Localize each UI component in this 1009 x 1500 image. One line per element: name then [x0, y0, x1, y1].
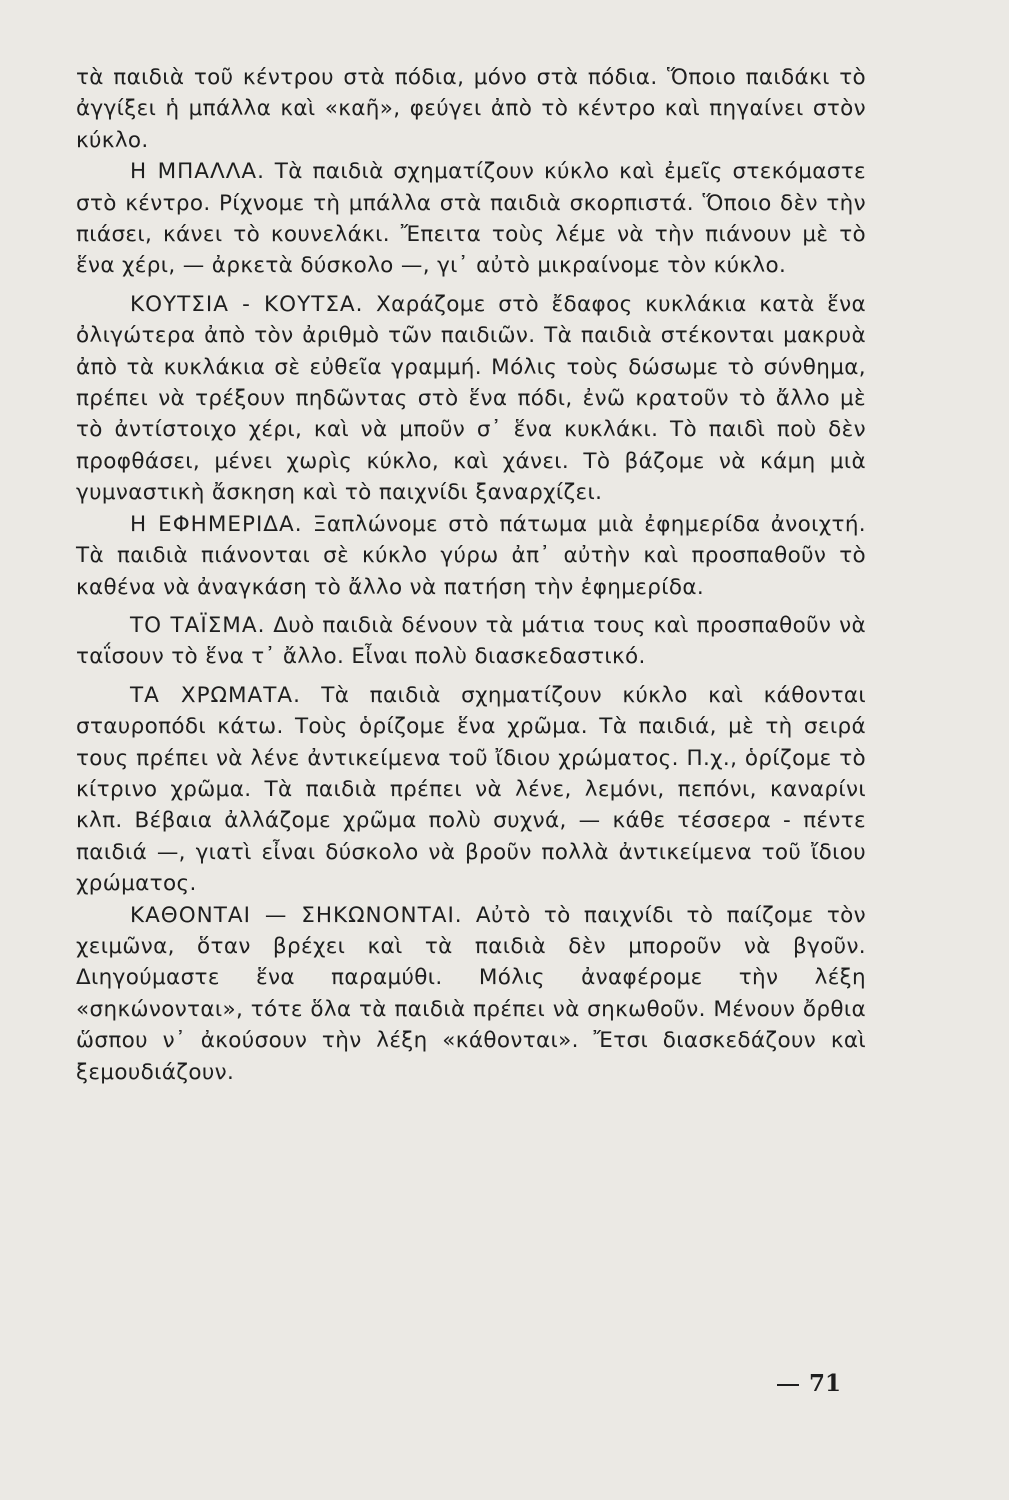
body-text	[76, 62, 866, 1088]
game-heading: ΤΟ ΤΑΪΣΜΑ.	[130, 612, 266, 638]
game-text: Ξαπλώνομε στὸ πάτωμα μιὰ ἐφημερίδα ἀνοιχτή. Τὰ παιδιὰ πιάνονται σὲ κύκλο γύρω ἀπ᾽ αὐτὴν καὶ προσπαθοῦν τὸ καθένα νὰ ἀναγκάση τὸ ἄλλο νὰ πατήση τὴν ἐφημερίδα.	[76, 511, 866, 600]
page-number-dash	[777, 1384, 799, 1386]
game-paragraph-ball	[76, 156, 866, 282]
game-text: Δυὸ παιδιὰ δένουν τὰ μάτια τους καὶ προσπαθοῦν νὰ ταΐσουν τὸ ἕνα τ᾽ ἄλλο. Εἶναι πολὺ διασκεδαστικό.	[76, 612, 866, 670]
game-text: Αὐτὸ τὸ παιχνίδι τὸ παίζομε τὸν χειμῶνα, ὅταν βρέχει καὶ τὰ παιδιὰ δὲν μποροῦν νὰ βγοῦν. Διηγούμαστε ἕνα παραμύθι. Μόλις ἀναφέρομε τὴν λέξη «σηκώνονται», τότε ὅλα τὰ παιδιὰ πρέπει νὰ σηκωθοῦν. Μένουν ὄρθια ὥσπου ν᾽ ἀκούσουν τὴν λέξη «κάθονται». Ἔτσι διασκεδάζουν καὶ ξεμουδιάζουν.	[76, 902, 866, 1085]
game-heading: ΚΟΥΤΣΙΑ - ΚΟΥΤΣΑ.	[130, 291, 364, 317]
game-text: Τὰ παιδιὰ σχηματίζουν κύκλο καὶ ἐμεῖς στεκόμαστε στὸ κέντρο. Ρίχνομε τὴ μπάλλα στὰ παιδιὰ σκορπιστά. Ὅποιο δὲν τὴν πιάσει, κάνει τὸ κουνελάκι. Ἔπειτα τοὺς λέμε νὰ τὴν πιάνουν μὲ τὸ ἕνα χέρι, — ἀρκετὰ δύσκολο —, γι᾽ αὐτὸ μικραίνομε τὸν κύκλο.	[76, 159, 866, 279]
game-heading: Η ΜΠΑΛΛΑ.	[130, 159, 265, 185]
game-paragraph-colors	[76, 680, 866, 900]
game-heading: ΚΑΘΟΝΤΑΙ — ΣΗΚΩΝΟΝΤΑΙ.	[130, 902, 463, 928]
game-heading: ΤΑ ΧΡΩΜΑΤΑ.	[130, 682, 301, 708]
game-paragraph-sit-stand	[76, 900, 866, 1088]
game-heading: Η ΕΦΗΜΕΡΙΔΑ.	[130, 511, 303, 537]
game-paragraph-feeding	[76, 610, 866, 673]
game-paragraph-newspaper	[76, 509, 866, 603]
game-text: Τὰ παιδιὰ σχηματίζουν κύκλο καὶ κάθονται σταυροπόδι κάτω. Τοὺς ὁρίζομε ἕνα χρῶμα. Τὰ παιδιά, μὲ τὴ σειρά τους πρέπει νὰ λένε ἀντικείμενα τοῦ ἴδιου χρώματος. Π.χ., ὁρίζομε τὸ κίτρινο χρῶμα. Τὰ παιδιὰ πρέπει νὰ λένε, λεμόνι, πεπόνι, καναρίνι κλπ. Βέβαια ἀλλάζομε χρῶμα πολὺ συχνά, — κάθε τέσσερα - πέντε παιδιά —, γιατὶ εἶναι δύσκολο νὰ βροῦν πολλὰ ἀντικείμενα τοῦ ἴδιου χρώματος.	[76, 682, 867, 897]
page-number	[777, 1370, 841, 1397]
intro-paragraph: τὰ παιδιὰ τοῦ κέντρου στὰ πόδια, μόνο στὰ πόδια. Ὅποιο παιδάκι τὸ ἀγγίξει ἡ μπάλλα καὶ «καῆ», φεύγει ἀπὸ τὸ κέντρο καὶ πηγαίνει στὸν κύκλο.	[76, 65, 866, 153]
page-number-value: 71	[808, 1370, 841, 1397]
game-paragraph-koutsia	[76, 289, 866, 509]
game-text: Χαράζομε στὸ ἔδαφος κυκλάκια κατὰ ἕνα ὀλιγώτερα ἀπὸ τὸν ἀριθμὸ τῶν παιδιῶν. Τὰ παιδιὰ στέκονται μακρυὰ ἀπὸ τὰ κυκλάκια σὲ εὐθεῖα γραμμή. Μόλις τοὺς δώσωμε τὸ σύνθημα, πρέπει νὰ τρέξουν πηδῶντας στὸ ἕνα πόδι, ἐνῶ κρατοῦν τὸ ἄλλο μὲ τὸ ἀντίστοιχο χέρι, καὶ νὰ μποῦν σ᾽ ἕνα κυκλάκι. Τὸ παιδὶ ποὺ δὲν προφθάσει, μένει χωρὶς κύκλο, καὶ χάνει. Τὸ βάζομε νὰ κάμη μιὰ γυμναστικὴ ἄσκηση καὶ τὸ παιχνίδι ξαναρχίζει.	[76, 291, 866, 506]
